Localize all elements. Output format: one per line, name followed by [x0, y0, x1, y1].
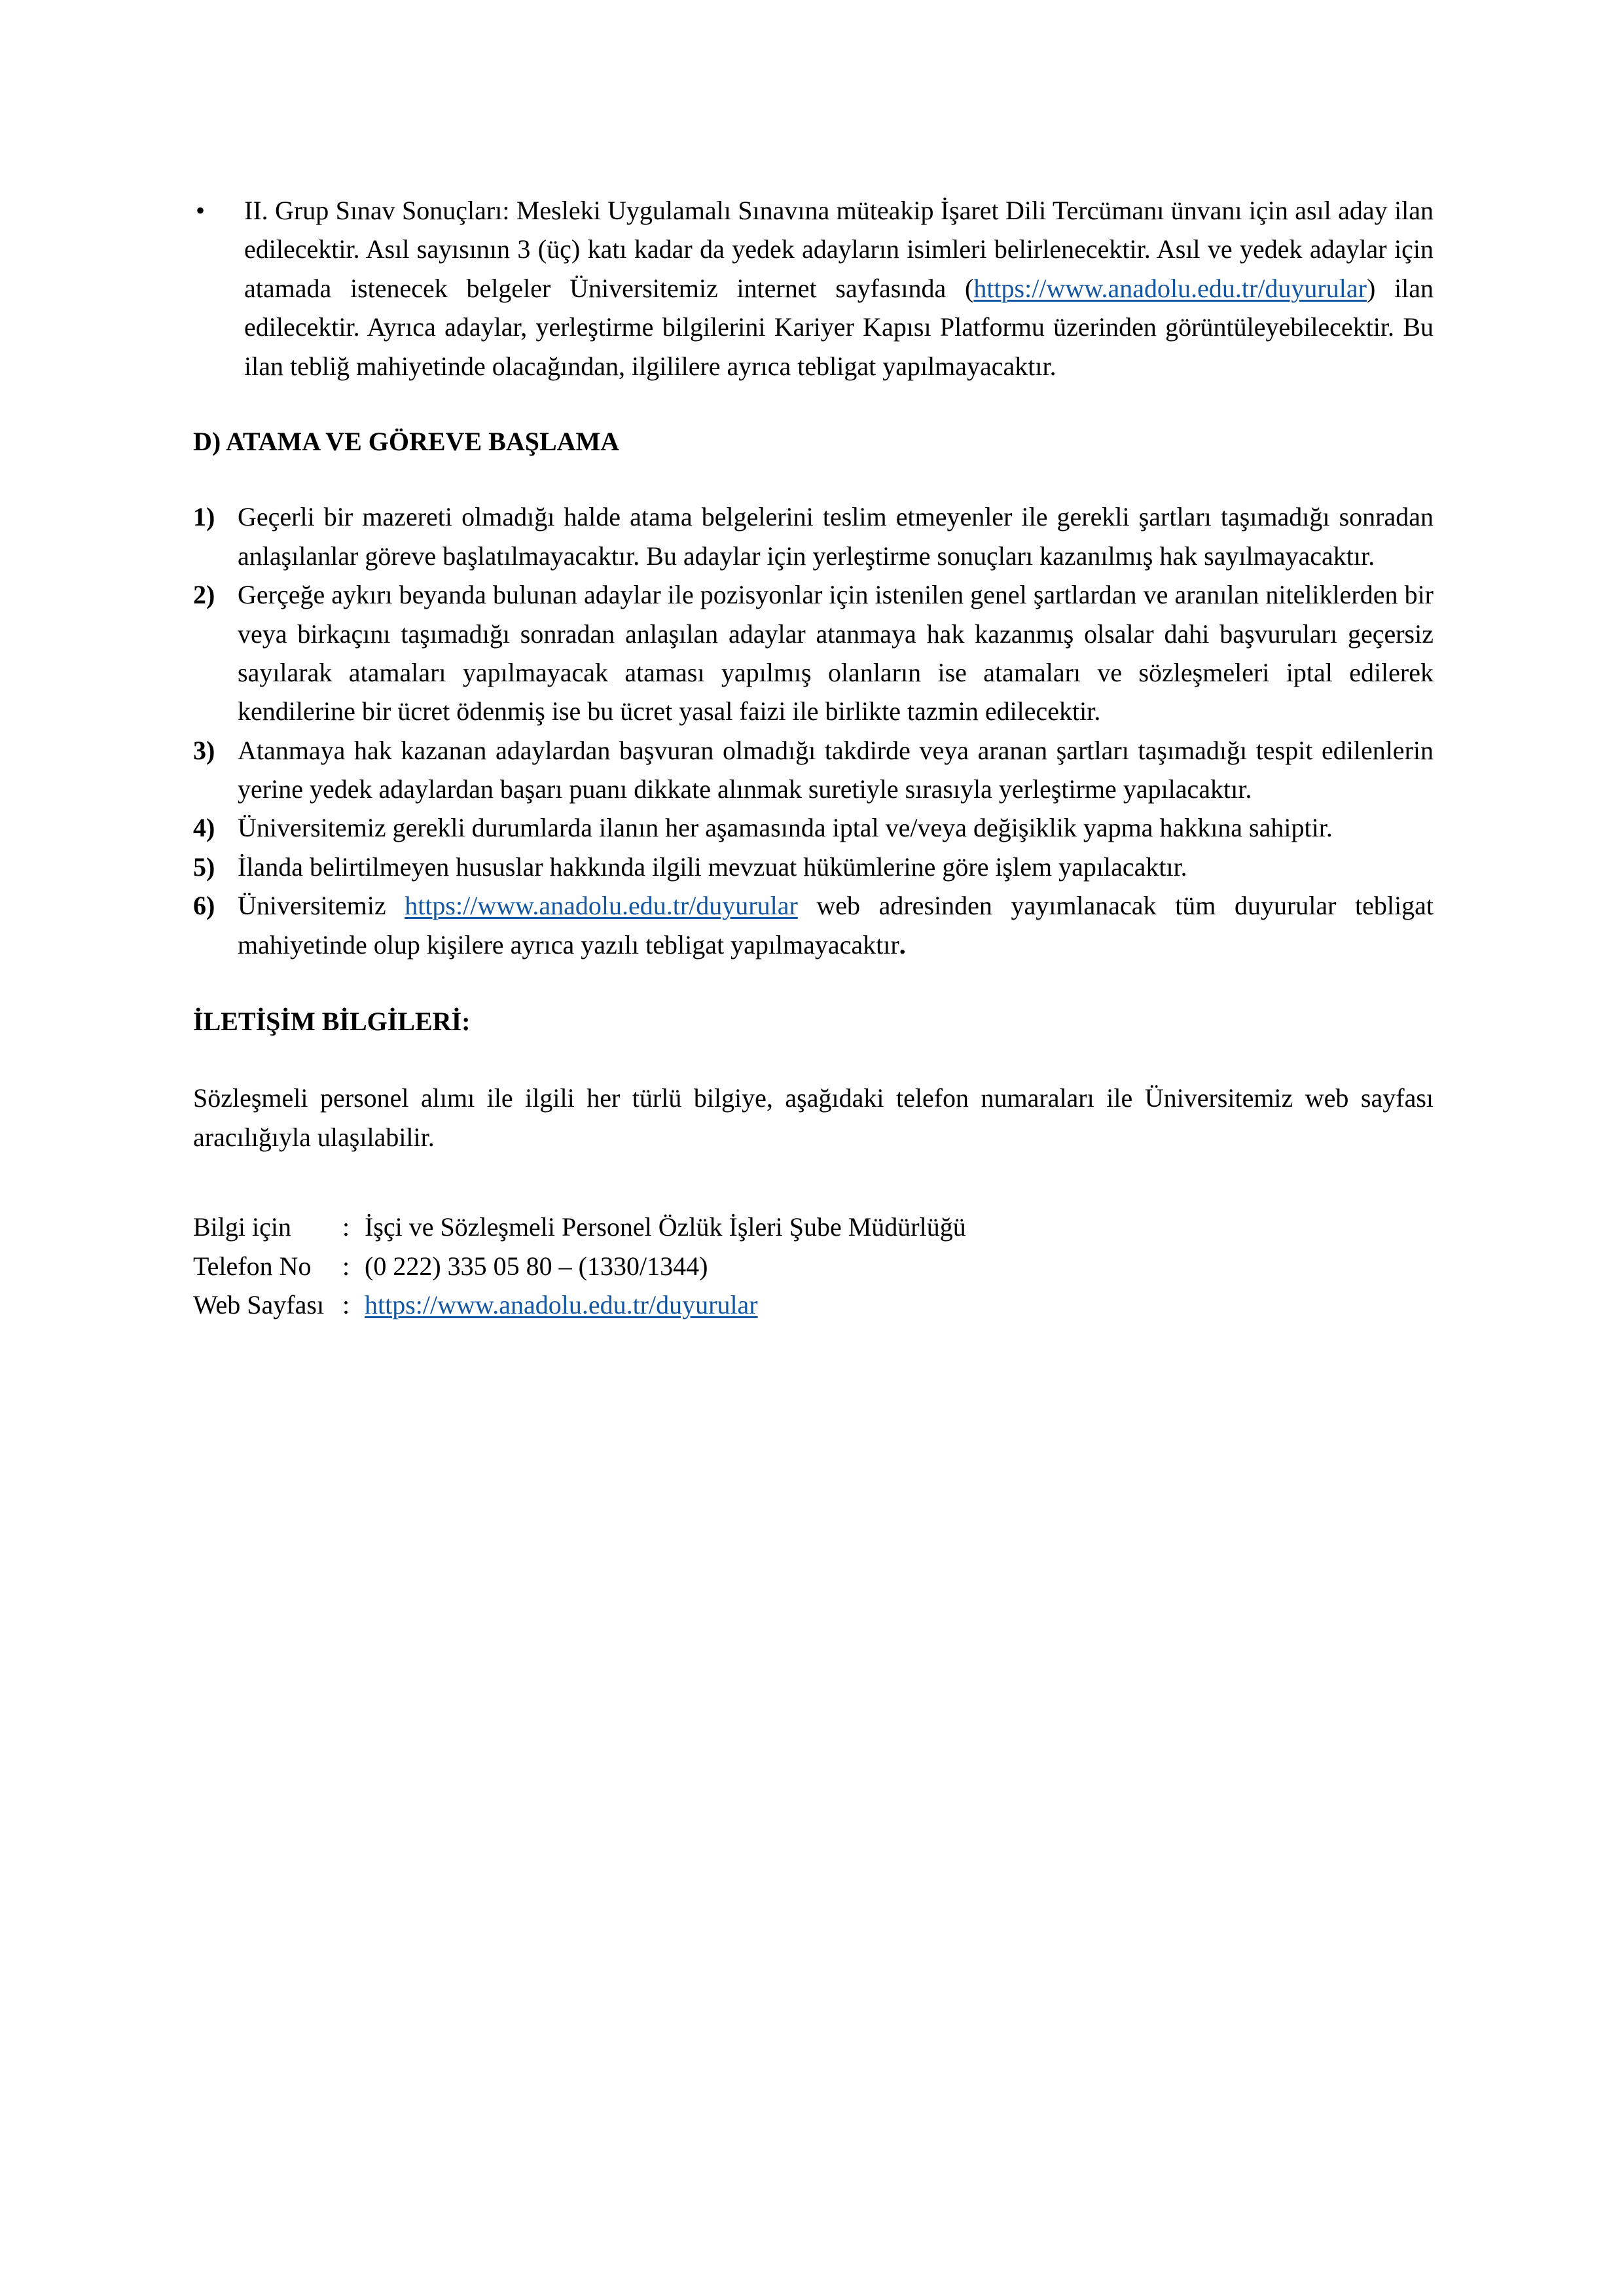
numbered-list-item [193, 808, 1434, 847]
list-item-text-2: Gerçeğe aykırı beyanda bulunan adaylar ile pozisyonlar için istenilen genel şartlardan ve aranılan niteliklerden bir veya birkaçını taşımadığı sonradan anlaşılan adaylar atanmaya hak kazanmış olsalar dahi başvuruları geçersiz sayılarak atamaları yapılmayacak ataması yapılmış olanların ise atamaları ve sözleşmeleri iptal edilerek kendilerine bir ücret ödenmiş ise bu ücret yasal faizi ile birlikte tazmin edilecektir. [238, 580, 1434, 726]
spacer [193, 964, 1434, 1002]
contact-separator: : [342, 1251, 350, 1281]
bullet-item-paragraph [244, 191, 1434, 386]
anadolu-duyurular-link-item6[interactable]: https://www.anadolu.edu.tr/duyurular [405, 891, 798, 921]
contact-label-bilgi-icin: Bilgi için [193, 1212, 291, 1242]
list-item-text-1: Geçerli bir mazereti olmadığı halde atama belgelerini teslim etmeyenler ile gerekli şartları taşımadığı sonradan anlaşılanlar göreve başlatılmayacaktır. Bu adaylar için yerleştirme sonuçları kazanılmış hak sayılmayacaktır. [238, 502, 1434, 571]
contact-details-table [193, 1208, 966, 1324]
numbered-list-item [193, 848, 1434, 886]
list-item-text-6-bold-end: . [899, 929, 906, 960]
contact-intro-paragraph: Sözleşmeli personel alımı ile ilgili her türlü bilgiye, aşağıdaki telefon numaraları ile Üniversitemiz web sayfası aracılığıyla ulaşılabilir. [193, 1083, 1434, 1152]
contact-label-telefon-no: Telefon No [193, 1251, 312, 1281]
contact-separator: : [342, 1212, 350, 1242]
list-item-text-5: İlanda belirtilmeyen hususlar hakkında ilgili mevzuat hükümlerine göre işlem yapılacaktır. [238, 852, 1187, 882]
list-item-text-3: Atanmaya hak kazanan adaylardan başvuran olmadığı takdirde veya aranan şartları taşımadığı tespit edilenlerin yerine yedek adaylardan başarı puanı dikkate alınmak suretiyle sırasıyla yerleştirme yapılacaktır. [238, 735, 1434, 804]
numbered-list-item [193, 731, 1434, 809]
contact-label-web-sayfasi: Web Sayfası [193, 1289, 325, 1319]
numbered-list-item [193, 886, 1434, 964]
section-heading-atama-ve-goreve-baslama: D) ATAMA VE GÖREVE BAŞLAMA [193, 426, 620, 456]
numbered-list-item [193, 497, 1434, 575]
numbered-list-item [193, 575, 1434, 731]
section-d-numbered-list [193, 497, 1434, 964]
list-marker-2: 2) [193, 580, 215, 610]
list-item-text-6-part1: Üniversitemiz [238, 891, 405, 921]
spacer [193, 1157, 1434, 1208]
list-item-text-4: Üniversitemiz gerekli durumlarda ilanın her aşamasında iptal ve/veya değişiklik yapma hakkına sahiptir. [238, 813, 1333, 843]
contact-row-telefon-no [193, 1247, 966, 1285]
spacer [193, 461, 1434, 497]
spacer [193, 386, 1434, 422]
list-marker-1: 1) [193, 502, 215, 532]
section-heading-iletisim-bilgileri: İLETİŞİM BİLGİLERİ: [193, 1007, 471, 1037]
list-marker-5: 5) [193, 852, 215, 882]
list-marker-6: 6) [193, 891, 215, 921]
list-marker-3: 3) [193, 735, 215, 765]
list-marker-4: 4) [193, 813, 215, 843]
contact-separator: : [342, 1289, 350, 1319]
contact-value-web-sayfasi-link[interactable]: https://www.anadolu.edu.tr/duyurular [365, 1289, 758, 1319]
list-item-text-6-part2: web adresinden yayımlanacak tüm duyurular tebligat mahiyetinde olup kişilere ayrıca yazılı tebligat yapılmayacaktır [238, 891, 1434, 960]
document-content [193, 191, 1434, 1324]
contact-row-web-sayfasi [193, 1285, 966, 1324]
bullet-list-item [193, 191, 1434, 386]
contact-value-telefon-no: (0 222) 335 05 80 – (1330/1344) [365, 1251, 708, 1281]
anadolu-duyurular-link[interactable]: https://www.anadolu.edu.tr/duyurular [973, 273, 1367, 303]
contact-row-bilgi-icin [193, 1208, 966, 1246]
spacer [193, 1041, 1434, 1079]
bullet-marker-icon: • [196, 196, 206, 225]
contact-value-bilgi-icin: İşçi ve Sözleşmeli Personel Özlük İşleri Şube Müdürlüğü [365, 1212, 966, 1242]
bullet-text-part2: ) ilan edilecektir. Ayrıca adaylar, yerleştirme bilgilerini Kariyer Kapısı Platformu üzerinden görüntüleyebilecektir. Bu ilan tebliğ mahiyetinde olacağından, ilgililere ayrıca tebligat yapılmayacaktır. [244, 273, 1434, 381]
bullet-text-part1: II. Grup Sınav Sonuçları: Mesleki Uygulamalı Sınavına müteakip İşaret Dili Tercümanı ünvanı için asıl aday ilan edilecektir. Asıl sayısının 3 (üç) katı kadar da yedek adayların isimleri belirlenecektir. Asıl ve yedek adaylar için atamada istenecek belgeler Üniversitemiz internet sayfasında ( [244, 196, 1434, 303]
